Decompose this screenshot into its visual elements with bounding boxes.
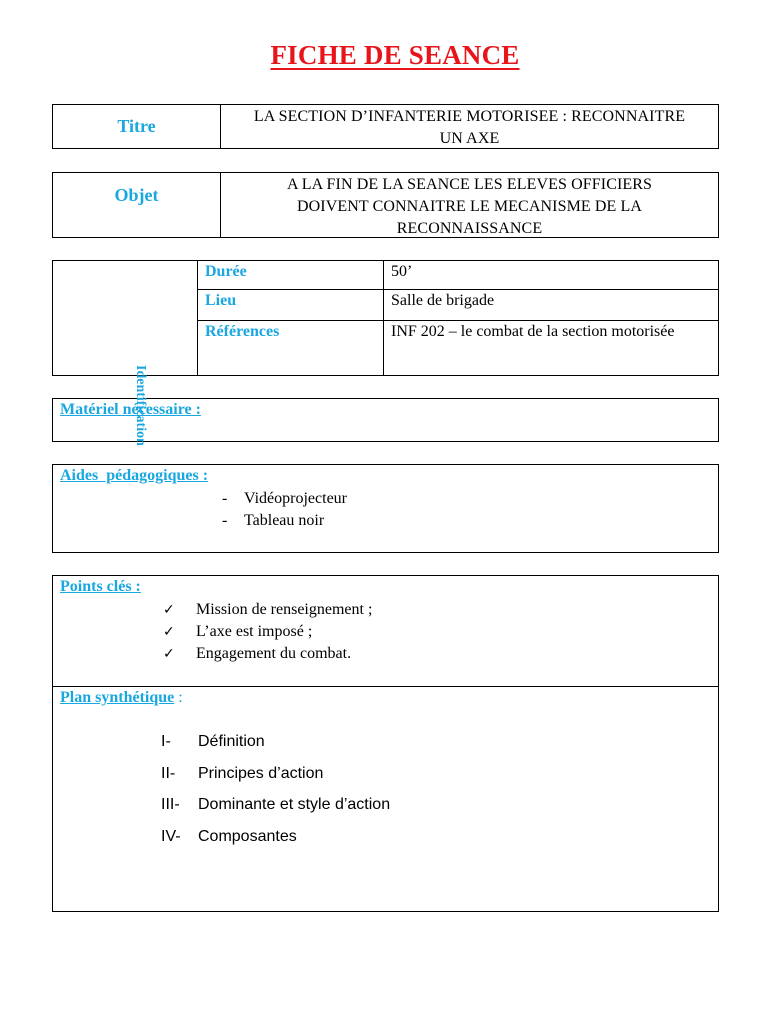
document-title: FICHE DE SEANCE [270,40,520,70]
roman-numeral: III- [161,796,180,813]
identification-row [198,321,719,375]
references-label: Références [205,323,280,340]
roman-numeral: II- [161,764,176,782]
column-divider [383,321,384,375]
check-icon: ✓ [163,624,175,640]
plan-item-text: Définition [198,733,265,750]
roman-numeral: IV- [161,827,181,845]
section-divider [53,686,718,687]
point-text: Mission de renseignement ; [196,601,373,618]
objet-box [52,172,719,238]
duree-label: Durée [205,263,247,280]
aides-list [222,488,347,532]
plan-item-text: Composantes [198,827,297,845]
identification-row [198,261,719,290]
dash-marker: - [222,490,228,507]
identification-table [197,261,719,375]
list-item [222,510,347,532]
materiel-heading: Matériel nécessaire : [60,401,201,418]
plan-heading-row [60,689,183,707]
titre-value [221,105,718,150]
objet-label: Objet [53,173,221,217]
point-text: Engagement du combat. [196,645,352,662]
lieu-value: Salle de brigade [391,292,495,309]
column-divider [383,290,384,320]
materiel-box [52,398,719,442]
plan-heading-suffix: : [174,689,183,706]
aide-text: Tableau noir [244,512,325,529]
list-item [163,621,372,643]
check-icon: ✓ [163,602,175,618]
list-item [161,764,390,796]
points-cles-heading: Points clés : [60,578,141,595]
points-plan-box [52,575,719,912]
list-item [222,488,347,510]
aide-text: Vidéoprojecteur [244,490,347,507]
list-item [163,643,372,665]
objet-value-line-1: A LA FIN DE LA SEANCE LES ELEVES OFFICIERS [286,176,653,193]
objet-value-line-2: DOIVENT CONNAITRE LE MECANISME DE LA [296,198,643,215]
identification-vertical-label: Identification [133,365,148,446]
duree-value: 50’ [391,263,413,280]
check-icon: ✓ [163,646,175,662]
lieu-label: Lieu [205,292,237,309]
dash-marker: - [222,512,228,529]
titre-label: Titre [53,105,221,148]
titre-value-line-2: UN AXE [439,130,500,147]
column-divider [383,261,384,289]
titre-box [52,104,719,149]
objet-value-line-3: RECONNAISSANCE [396,220,543,237]
points-cles-list [163,599,372,665]
list-item [161,732,390,764]
references-value: INF 202 – le combat de la section motorisée [391,323,675,340]
list-item [163,599,372,621]
plan-list [161,732,390,858]
aides-heading: Aides pédagogiques : [60,467,209,484]
aides-box [52,464,719,553]
plan-item-text: Dominante et style d’action [198,796,391,813]
identification-block [52,260,719,376]
titre-value-line-1: LA SECTION D’INFANTERIE MOTORISEE : RECONNAITRE [253,108,686,125]
objet-value [221,173,718,240]
list-item [161,795,390,827]
plan-heading: Plan synthétique [60,689,175,706]
identification-row [198,290,719,321]
plan-item-text: Principes d’action [198,764,324,782]
list-item [161,827,390,859]
point-text: L’axe est imposé ; [196,623,313,640]
roman-numeral: I- [161,733,171,750]
